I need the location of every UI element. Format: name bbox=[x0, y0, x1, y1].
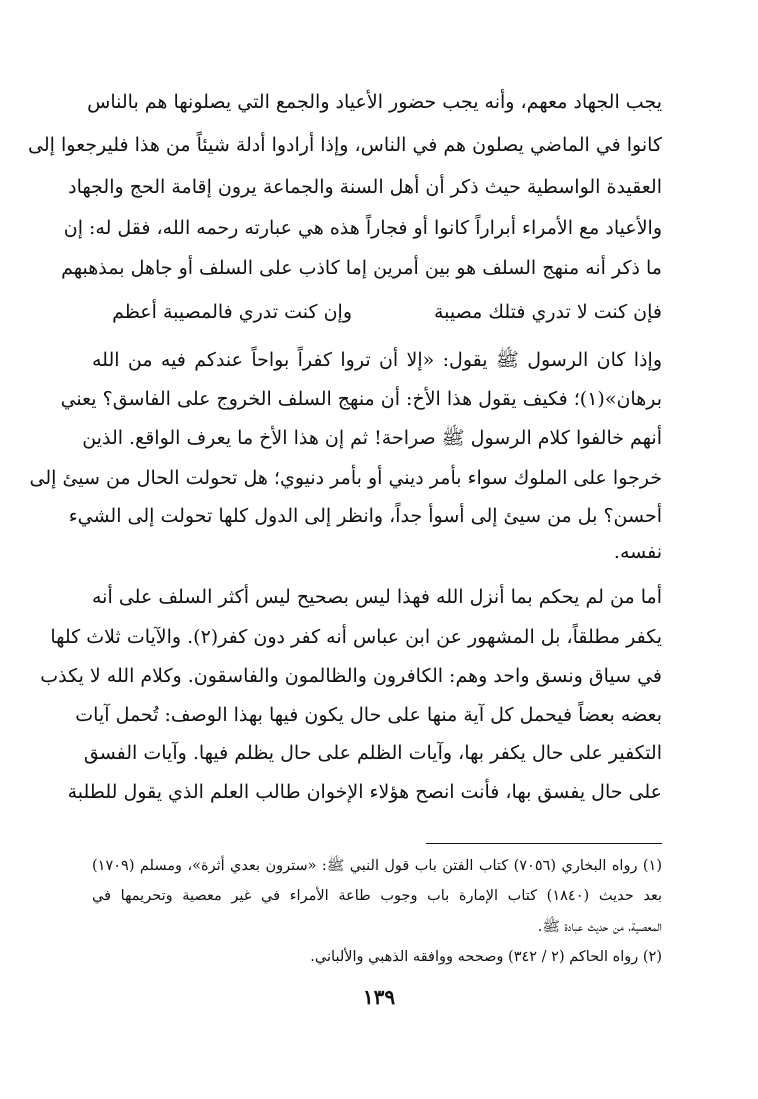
paragraph-2-line-1: وإذا كان الرسول ﷺ يقول: «إلا أن تروا كفراً بواحاً عندكم فيه من الله bbox=[92, 349, 662, 371]
paragraph-2-line-6: نفسه. bbox=[613, 541, 662, 563]
paragraph-2-line-3: أنهم خالفوا كلام الرسول ﷺ صراحة! ثم إن هذا الأخ ما يعرف الواقع. الذين bbox=[82, 427, 662, 449]
footnote-1-line-1: (١) رواه البخاري (٧٠٥٦) كتاب الفتن باب قول النبي ﷺ: «سترون بعدي أثرة»، ومسلم (١٧٠٩) bbox=[92, 858, 662, 874]
paragraph-1-line-4: والأعياد مع الأمراء أبراراً كانوا أو فجاراً هذه هي عبارته رحمه الله، فقل له: إن bbox=[63, 217, 662, 239]
footnote-1-line-2: بعد حديث (١٨٤٠) كتاب الإمارة باب وجوب طاعة الأمراء في غير معصية وتحريمها في bbox=[92, 888, 662, 904]
footnote-2: (٢) رواه الحاكم (٢ / ٣٤٢) وصححه ووافقه الذهبي والألباني. bbox=[310, 949, 662, 965]
paragraph-3-line-2: يكفر مطلقاً، بل المشهور عن ابن عباس أنه كفر دون كفر(٢). والآيات ثلاث كلها bbox=[50, 626, 662, 648]
paragraph-3-line-5: التكفير على حال يكفر بها، وآيات الظلم على حال يظلم فيها. وآيات الفسق bbox=[83, 742, 662, 764]
paragraph-3-line-4: بعضه بعضاً فيحمل كل آية منها على حال يكون فيها بهذا الوصف: تُحمل آيات bbox=[75, 704, 662, 726]
paragraph-3-line-1: أما من لم يحكم بما أنزل الله فهذا ليس بصحيح ليس أكثر السلف على أنه bbox=[92, 586, 662, 608]
footnote-1-line-3: المعصية، من حديث عبادة ﷺ. bbox=[537, 919, 662, 935]
paragraph-3-line-6: على حال يفسق بها، فأنت انصح هؤلاء الإخوان طالب العلم الذي يقول للطلبة bbox=[67, 781, 662, 803]
verse-first-hemistich: فإن كنت لا تدري فتلك مصيبة bbox=[433, 301, 662, 323]
paragraph-2-line-2: برهان»(١)؛ فكيف يقول هذا الأخ: أن منهج السلف الخروج على الفاسق؟ يعني bbox=[60, 388, 662, 410]
paragraph-2-line-5: أحسن؟ بل من سيئ إلى أسوأ جداً، وانظر إلى الدول كلها تحولت إلى الشيء bbox=[68, 505, 662, 527]
paragraph-3-line-3: في سياق ونسق واحد وهم: الكافرون والظالمون والفاسقون. وكلام الله لا يكذب bbox=[40, 665, 662, 687]
poetry-verse bbox=[92, 295, 662, 329]
page-number: ١٣٩ bbox=[362, 985, 396, 1009]
paragraph-1-line-1: يجب الجهاد معهم، وأنه يجب حضور الأعياد والجمع التي يصلونها هم بالناس bbox=[87, 91, 662, 113]
footnote-separator bbox=[426, 843, 662, 844]
paragraph-1-line-5: ما ذكر أنه منهج السلف هو بين أمرين إما كاذب على السلف أو جاهل بمذهبهم bbox=[61, 257, 662, 279]
paragraph-1-line-2: كانوا في الماضي يصلون هم في الناس، وإذا أرادوا أدلة شيئاً من هذا فليرجعوا إلى bbox=[28, 134, 662, 156]
paragraph-1-line-3: العقيدة الواسطية حيث ذكر أن أهل السنة والجماعة يرون إقامة الحج والجهاد bbox=[68, 176, 662, 198]
verse-second-hemistich: وإن كنت تدري فالمصيبة أعظم bbox=[112, 301, 352, 323]
paragraph-2-line-4: خرجوا على الملوك سواء بأمر ديني أو بأمر دنيوي؛ هل تحولت الحال من سيئ إلى bbox=[29, 467, 662, 489]
